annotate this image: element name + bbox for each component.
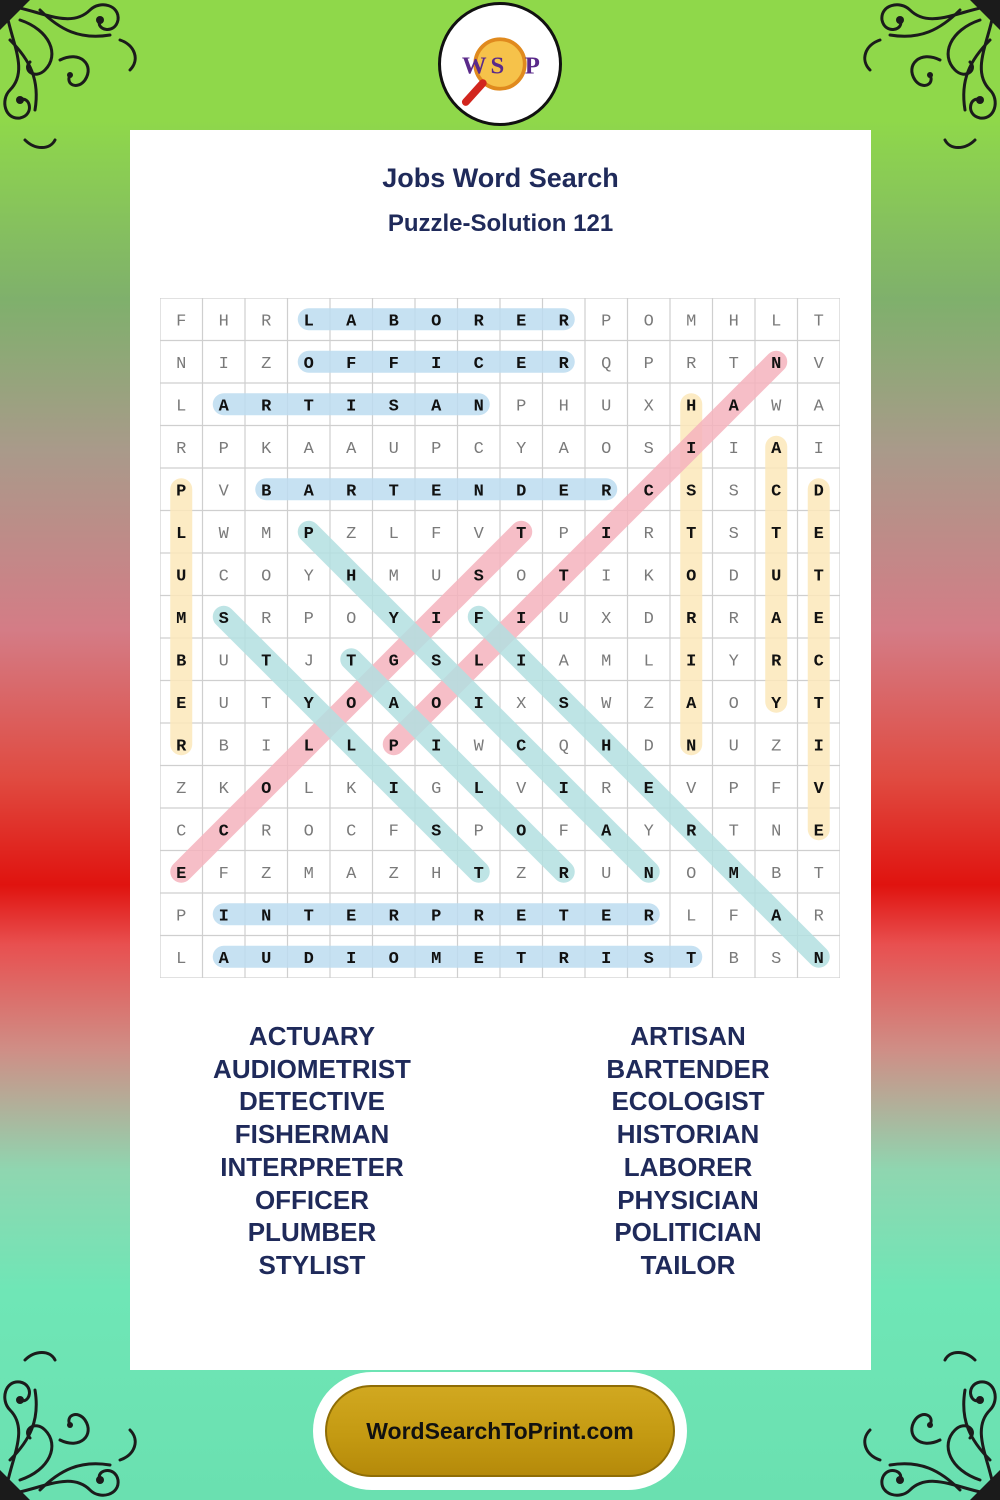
word-list-left bbox=[162, 1020, 462, 1282]
grid-cell-letter: R bbox=[813, 907, 824, 927]
grid-cell-letter: R bbox=[686, 609, 697, 629]
grid-cell-letter: R bbox=[261, 609, 272, 629]
grid-cell-letter: A bbox=[218, 397, 229, 417]
grid-cell-letter: S bbox=[431, 822, 442, 842]
grid-cell-letter: Q bbox=[558, 737, 569, 757]
grid-cell-letter: A bbox=[388, 694, 399, 714]
grid-cell-letter: M bbox=[303, 864, 314, 884]
grid-cell-letter: L bbox=[686, 907, 697, 927]
grid-cell-letter: I bbox=[813, 439, 824, 459]
grid-cell-letter: S bbox=[728, 524, 739, 544]
grid-cell-letter: T bbox=[303, 907, 314, 927]
grid-cell-letter: E bbox=[558, 482, 569, 502]
page-title: Jobs Word Search bbox=[382, 163, 619, 193]
grid-cell-letter: Y bbox=[303, 694, 314, 714]
grid-cell-letter: O bbox=[516, 567, 527, 587]
grid-cell-letter: I bbox=[686, 439, 697, 459]
grid-cell-letter: F bbox=[388, 822, 399, 842]
grid-cell-letter: S bbox=[558, 694, 569, 714]
grid-cell-letter: Y bbox=[388, 609, 399, 629]
grid-cell-letter: L bbox=[303, 737, 314, 757]
grid-cell-letter: N bbox=[771, 354, 782, 374]
grid-cell-letter: Y bbox=[516, 439, 527, 459]
grid-cell-letter: R bbox=[601, 482, 612, 502]
grid-cell-letter: W bbox=[601, 694, 612, 714]
grid-cell-letter: C bbox=[176, 822, 187, 842]
grid-cell-letter: B bbox=[771, 864, 782, 884]
grid-cell-letter: B bbox=[261, 482, 272, 502]
grid-cell-letter: Z bbox=[771, 737, 782, 757]
grid-cell-letter: T bbox=[346, 652, 357, 672]
grid-cell-letter: U bbox=[558, 609, 569, 629]
grid-cell-letter: P bbox=[431, 907, 442, 927]
grid-cell-letter: T bbox=[558, 907, 569, 927]
word-list-item: ECOLOGIST bbox=[611, 1086, 765, 1117]
grid-cell-letter: Y bbox=[643, 822, 654, 842]
grid-cell-letter: H bbox=[728, 312, 739, 332]
grid-cell-letter: H bbox=[431, 864, 442, 884]
grid-cell-letter: O bbox=[261, 779, 272, 799]
grid-cell-letter: D bbox=[516, 482, 527, 502]
grid-cell-letter: U bbox=[218, 652, 229, 672]
grid-cell-letter: S bbox=[431, 652, 442, 672]
logo[interactable] bbox=[438, 2, 562, 126]
grid-cell-letter: I bbox=[601, 949, 612, 969]
grid-cell-letter: O bbox=[346, 609, 357, 629]
grid-cell-letter: R bbox=[728, 609, 739, 629]
grid-cell-letter: A bbox=[431, 397, 442, 417]
grid-cell-letter: T bbox=[516, 949, 527, 969]
grid-cell-letter: M bbox=[728, 864, 739, 884]
grid-cell-letter: L bbox=[176, 524, 187, 544]
grid-cell-letter: O bbox=[346, 694, 357, 714]
grid-cell-letter: S bbox=[728, 482, 739, 502]
grid-cell-letter: U bbox=[388, 439, 399, 459]
logo-letter-p: P bbox=[524, 52, 540, 80]
grid-cell-letter: K bbox=[643, 567, 654, 587]
grid-cell-letter: T bbox=[303, 397, 314, 417]
grid-cell-letter: P bbox=[303, 524, 314, 544]
grid-cell-letter: A bbox=[346, 864, 357, 884]
grid-cell-letter: R bbox=[558, 949, 569, 969]
grid-cell-letter: O bbox=[728, 694, 739, 714]
grid-cell-letter: A bbox=[771, 609, 782, 629]
grid-cell-letter: F bbox=[558, 822, 569, 842]
grid-cell-letter: L bbox=[176, 949, 187, 969]
grid-cell-letter: I bbox=[601, 524, 612, 544]
grid-cell-letter: T bbox=[686, 949, 697, 969]
grid-cell-letter: W bbox=[473, 737, 484, 757]
grid-cell-letter: C bbox=[516, 737, 527, 757]
grid-cell-letter: R bbox=[176, 439, 187, 459]
logo-letter-s: S bbox=[490, 52, 505, 80]
grid-cell-letter: V bbox=[813, 779, 824, 799]
grid-cell-letter: P bbox=[176, 482, 187, 502]
grid-cell-letter: U bbox=[601, 864, 612, 884]
grid-cell-letter: D bbox=[728, 567, 739, 587]
grid-cell-letter: R bbox=[686, 822, 697, 842]
grid-cell-letter: X bbox=[516, 694, 527, 714]
grid-cell-letter: I bbox=[431, 737, 442, 757]
grid-cell-letter: M bbox=[176, 609, 187, 629]
grid-cell-letter: I bbox=[431, 609, 442, 629]
word-search-grid[interactable] bbox=[160, 298, 840, 978]
grid-cell-letter: H bbox=[558, 397, 569, 417]
word-list-item: LABORER bbox=[623, 1151, 753, 1182]
grid-cell-letter: R bbox=[473, 312, 484, 332]
grid-cell-letter: I bbox=[218, 354, 229, 374]
grid-cell-letter: I bbox=[431, 354, 442, 374]
grid-cell-letter: I bbox=[218, 907, 229, 927]
grid-cell-letter: S bbox=[473, 567, 484, 587]
grid-cell-letter: F bbox=[771, 779, 782, 799]
grid-cell-letter: E bbox=[516, 354, 527, 374]
grid-cell-letter: R bbox=[261, 397, 272, 417]
grid-cell-letter: L bbox=[643, 652, 654, 672]
grid-cell-letter: R bbox=[261, 312, 272, 332]
grid-cell-letter: T bbox=[771, 524, 782, 544]
word-list-right bbox=[538, 1020, 838, 1282]
grid-cell-letter: A bbox=[558, 652, 569, 672]
grid-cell-letter: W bbox=[771, 397, 782, 417]
grid-cell-letter: U bbox=[601, 397, 612, 417]
grid-cell-letter: S bbox=[686, 482, 697, 502]
grid-cell-letter: C bbox=[346, 822, 357, 842]
grid-cell-letter: J bbox=[303, 652, 314, 672]
grid-cell-letter: R bbox=[558, 354, 569, 374]
grid-cell-letter: M bbox=[686, 312, 697, 332]
grid-cell-letter: P bbox=[388, 737, 399, 757]
grid-cell-letter: E bbox=[601, 907, 612, 927]
grid-cell-letter: T bbox=[388, 482, 399, 502]
grid-cell-letter: A bbox=[813, 397, 824, 417]
word-list-item: DETECTIVE bbox=[239, 1086, 385, 1117]
grid-cell-letter: A bbox=[346, 312, 357, 332]
grid-cell-letter: A bbox=[303, 482, 314, 502]
grid-cell-letter: A bbox=[218, 949, 229, 969]
grid-cell-letter: I bbox=[686, 652, 697, 672]
grid-cell-letter: W bbox=[218, 524, 229, 544]
grid-cell-letter: E bbox=[431, 482, 442, 502]
grid-cell-letter: N bbox=[686, 737, 697, 757]
grid-cell-letter: I bbox=[516, 609, 527, 629]
grid-cell-letter: S bbox=[218, 609, 229, 629]
word-list-item: TAILOR bbox=[640, 1249, 736, 1280]
grid-cell-letter: T bbox=[516, 524, 527, 544]
grid-cell-letter: E bbox=[813, 524, 824, 544]
grid-cell-letter: I bbox=[473, 694, 484, 714]
word-list-item: ACTUARY bbox=[248, 1021, 376, 1051]
grid-cell-letter: I bbox=[728, 439, 739, 459]
grid-cell-letter: T bbox=[813, 567, 824, 587]
grid-cell-letter: A bbox=[771, 907, 782, 927]
grid-cell-letter: A bbox=[601, 822, 612, 842]
ornament-bottom-left bbox=[0, 1330, 150, 1500]
grid-cell-letter: P bbox=[176, 907, 187, 927]
grid-cell-letter: N bbox=[473, 397, 484, 417]
grid-cell-letter: S bbox=[643, 949, 654, 969]
grid-cell-letter: R bbox=[601, 779, 612, 799]
grid-cell-letter: N bbox=[643, 864, 654, 884]
grid-cell-letter: N bbox=[473, 482, 484, 502]
grid-cell-letter: X bbox=[643, 397, 654, 417]
grid-cell-letter: V bbox=[516, 779, 527, 799]
logo-letter-w: W bbox=[461, 52, 487, 80]
grid-cell-letter: H bbox=[218, 312, 229, 332]
grid-cell-letter: K bbox=[218, 779, 229, 799]
grid-cell-letter: T bbox=[728, 822, 739, 842]
grid-cell-letter: Z bbox=[346, 524, 357, 544]
grid-cell-letter: A bbox=[558, 439, 569, 459]
grid-cell-letter: R bbox=[261, 822, 272, 842]
magnifier-icon bbox=[466, 83, 483, 102]
grid-cell-letter: O bbox=[303, 822, 314, 842]
website-link-button[interactable]: WordSearchToPrint.com bbox=[325, 1385, 675, 1477]
word-list-item: POLITICIAN bbox=[614, 1217, 762, 1248]
grid-cell-letter: F bbox=[176, 312, 187, 332]
grid-cell-letter: I bbox=[261, 737, 272, 757]
grid-cell-letter: H bbox=[346, 567, 357, 587]
grid-cell-letter: P bbox=[431, 439, 442, 459]
grid-cell-letter: F bbox=[388, 354, 399, 374]
grid-cell-letter: M bbox=[388, 567, 399, 587]
grid-cell-letter: D bbox=[643, 609, 654, 629]
grid-cell-letter: B bbox=[388, 312, 399, 332]
grid-cell-letter: E bbox=[176, 694, 187, 714]
grid-cell-letter: I bbox=[813, 737, 824, 757]
grid-cell-letter: O bbox=[303, 354, 314, 374]
grid-cell-letter: U bbox=[771, 567, 782, 587]
grid-cell-letter: S bbox=[771, 949, 782, 969]
grid-cell-letter: N bbox=[176, 354, 187, 374]
grid-cell-letter: C bbox=[473, 354, 484, 374]
grid-cell-letter: E bbox=[516, 907, 527, 927]
grid-cell-letter: P bbox=[473, 822, 484, 842]
grid-cell-letter: P bbox=[601, 312, 612, 332]
grid-cell-letter: T bbox=[558, 567, 569, 587]
word-list-item: OFFICER bbox=[254, 1184, 370, 1215]
grid-cell-letter: O bbox=[686, 864, 697, 884]
grid-cell-letter: E bbox=[643, 779, 654, 799]
grid-cell-letter: B bbox=[218, 737, 229, 757]
grid-cell-letter: O bbox=[388, 949, 399, 969]
grid-cell-letter: T bbox=[473, 864, 484, 884]
grid-cell-letter: P bbox=[558, 524, 569, 544]
grid-cell-letter: P bbox=[643, 354, 654, 374]
grid-cell-letter: L bbox=[388, 524, 399, 544]
grid-cell-letter: U bbox=[218, 694, 229, 714]
page-subtitle: Puzzle-Solution 121 bbox=[387, 210, 614, 237]
grid-cell-letter: E bbox=[473, 949, 484, 969]
word-list-item: PHYSICIAN bbox=[617, 1184, 759, 1215]
grid-cell-letter: D bbox=[303, 949, 314, 969]
grid-cell-letter: R bbox=[558, 864, 569, 884]
grid-cell-letter: D bbox=[643, 737, 654, 757]
grid-cell-letter: R bbox=[473, 907, 484, 927]
grid-cell-letter: V bbox=[686, 779, 697, 799]
grid-cell-letter: L bbox=[303, 779, 314, 799]
grid-cell-letter: K bbox=[261, 439, 272, 459]
grid-cell-letter: Z bbox=[643, 694, 654, 714]
grid-cell-letter: S bbox=[388, 397, 399, 417]
grid-cell-letter: M bbox=[431, 949, 442, 969]
grid-cell-letter: O bbox=[516, 822, 527, 842]
grid-cell-letter: V bbox=[218, 482, 229, 502]
grid-cell-letter: C bbox=[473, 439, 484, 459]
grid-cell-letter: U bbox=[176, 567, 187, 587]
word-list-item: AUDIOMETRIST bbox=[213, 1053, 411, 1084]
grid-cell-letter: F bbox=[431, 524, 442, 544]
grid-cell-letter: C bbox=[218, 822, 229, 842]
grid-cell-letter: I bbox=[558, 779, 569, 799]
word-list-item: BARTENDER bbox=[606, 1053, 770, 1084]
grid-cell-letter: Z bbox=[261, 864, 272, 884]
grid-cell-letter: L bbox=[303, 312, 314, 332]
word-list-item: PLUMBER bbox=[247, 1217, 377, 1248]
grid-cell-letter: R bbox=[346, 482, 357, 502]
grid-cell-letter: T bbox=[813, 312, 824, 332]
grid-cell-letter: A bbox=[728, 397, 739, 417]
grid-cell-letter: R bbox=[771, 652, 782, 672]
grid-cell-letter: I bbox=[346, 397, 357, 417]
grid-cell-letter: T bbox=[686, 524, 697, 544]
grid-cell-letter: H bbox=[686, 397, 697, 417]
grid-cell-letter: F bbox=[218, 864, 229, 884]
grid-cell-letter: K bbox=[346, 779, 357, 799]
grid-cell-letter: L bbox=[346, 737, 357, 757]
grid-canvas[interactable] bbox=[160, 298, 840, 978]
grid-cell-letter: H bbox=[601, 737, 612, 757]
grid-cell-letter: E bbox=[813, 822, 824, 842]
grid-cell-letter: D bbox=[813, 482, 824, 502]
grid-cell-letter: F bbox=[346, 354, 357, 374]
grid-cell-letter: Z bbox=[261, 354, 272, 374]
grid-cell-letter: A bbox=[686, 694, 697, 714]
grid-cell-letter: R bbox=[643, 907, 654, 927]
ornament-bottom-right bbox=[850, 1330, 1000, 1500]
grid-cell-letter: O bbox=[431, 694, 442, 714]
grid-cell-letter: N bbox=[261, 907, 272, 927]
grid-cell-letter: B bbox=[176, 652, 187, 672]
grid-cell-letter: U bbox=[431, 567, 442, 587]
grid-cell-letter: Y bbox=[771, 694, 782, 714]
grid-cell-letter: P bbox=[516, 397, 527, 417]
word-list-item: STYLIST bbox=[258, 1249, 366, 1280]
grid-cell-letter: Y bbox=[303, 567, 314, 587]
grid-cell-letter: Z bbox=[388, 864, 399, 884]
grid-cell-letter: C bbox=[218, 567, 229, 587]
grid-cell-letter: R bbox=[643, 524, 654, 544]
grid-cell-letter: C bbox=[813, 652, 824, 672]
grid-cell-letter: R bbox=[558, 312, 569, 332]
grid-cell-letter: R bbox=[388, 907, 399, 927]
grid-cell-letter: C bbox=[643, 482, 654, 502]
grid-cell-letter: O bbox=[261, 567, 272, 587]
grid-cell-letter: M bbox=[601, 652, 612, 672]
grid-cell-letter: O bbox=[601, 439, 612, 459]
word-list-item: INTERPRETER bbox=[220, 1151, 404, 1182]
grid-cell-letter: T bbox=[261, 652, 272, 672]
grid-cell-letter: T bbox=[813, 694, 824, 714]
grid-cell-letter: M bbox=[261, 524, 272, 544]
grid-cell-letter: S bbox=[643, 439, 654, 459]
grid-cell-letter: U bbox=[261, 949, 272, 969]
word-list-item: FISHERMAN bbox=[234, 1119, 390, 1150]
grid-cell-letter: A bbox=[771, 439, 782, 459]
grid-cell-letter: I bbox=[388, 779, 399, 799]
grid-cell-letter: U bbox=[728, 737, 739, 757]
grid-cell-letter: L bbox=[473, 779, 484, 799]
grid-cell-letter: E bbox=[516, 312, 527, 332]
grid-cell-letter: E bbox=[176, 864, 187, 884]
grid-cell-letter: O bbox=[643, 312, 654, 332]
grid-cell-letter: Q bbox=[601, 354, 612, 374]
grid-cell-letter: A bbox=[346, 439, 357, 459]
grid-cell-letter: E bbox=[813, 609, 824, 629]
ornament-top-left bbox=[0, 0, 150, 170]
grid-cell-letter: I bbox=[516, 652, 527, 672]
grid-cell-letter: P bbox=[728, 779, 739, 799]
grid-cell-letter: R bbox=[176, 737, 187, 757]
grid-cell-letter: Y bbox=[728, 652, 739, 672]
word-list-item: HISTORIAN bbox=[616, 1119, 760, 1150]
grid-cell-letter: G bbox=[388, 652, 399, 672]
grid-cell-letter: P bbox=[303, 609, 314, 629]
grid-cell-letter: A bbox=[303, 439, 314, 459]
grid-cell-letter: V bbox=[473, 524, 484, 544]
logo-graphic bbox=[441, 5, 559, 123]
grid-cell-letter: L bbox=[473, 652, 484, 672]
word-list-item: ARTISAN bbox=[630, 1021, 746, 1051]
ornament-top-right bbox=[850, 0, 1000, 170]
grid-cell-letter: G bbox=[431, 779, 442, 799]
grid-cell-letter: Z bbox=[176, 779, 187, 799]
grid-cell-letter: P bbox=[218, 439, 229, 459]
grid-cell-letter: X bbox=[601, 609, 612, 629]
grid-cell-letter: L bbox=[771, 312, 782, 332]
grid-cell-letter: I bbox=[346, 949, 357, 969]
grid-cell-letter: E bbox=[346, 907, 357, 927]
grid-cell-letter: V bbox=[813, 354, 824, 374]
grid-cell-letter: Z bbox=[516, 864, 527, 884]
grid-cell-letter: L bbox=[176, 397, 187, 417]
grid-cell-letter: I bbox=[601, 567, 612, 587]
grid-cell-letter: T bbox=[813, 864, 824, 884]
grid-cell-letter: O bbox=[431, 312, 442, 332]
grid-cell-letter: O bbox=[686, 567, 697, 587]
grid-cell-letter: T bbox=[261, 694, 272, 714]
grid-cell-letter: F bbox=[728, 907, 739, 927]
grid-cell-letter: R bbox=[686, 354, 697, 374]
grid-cell-letter: N bbox=[771, 822, 782, 842]
grid-cell-letter: N bbox=[813, 949, 824, 969]
grid-cell-letter: C bbox=[771, 482, 782, 502]
grid-cell-letter: B bbox=[728, 949, 739, 969]
grid-cell-letter: T bbox=[728, 354, 739, 374]
grid-cell-letter: F bbox=[473, 609, 484, 629]
